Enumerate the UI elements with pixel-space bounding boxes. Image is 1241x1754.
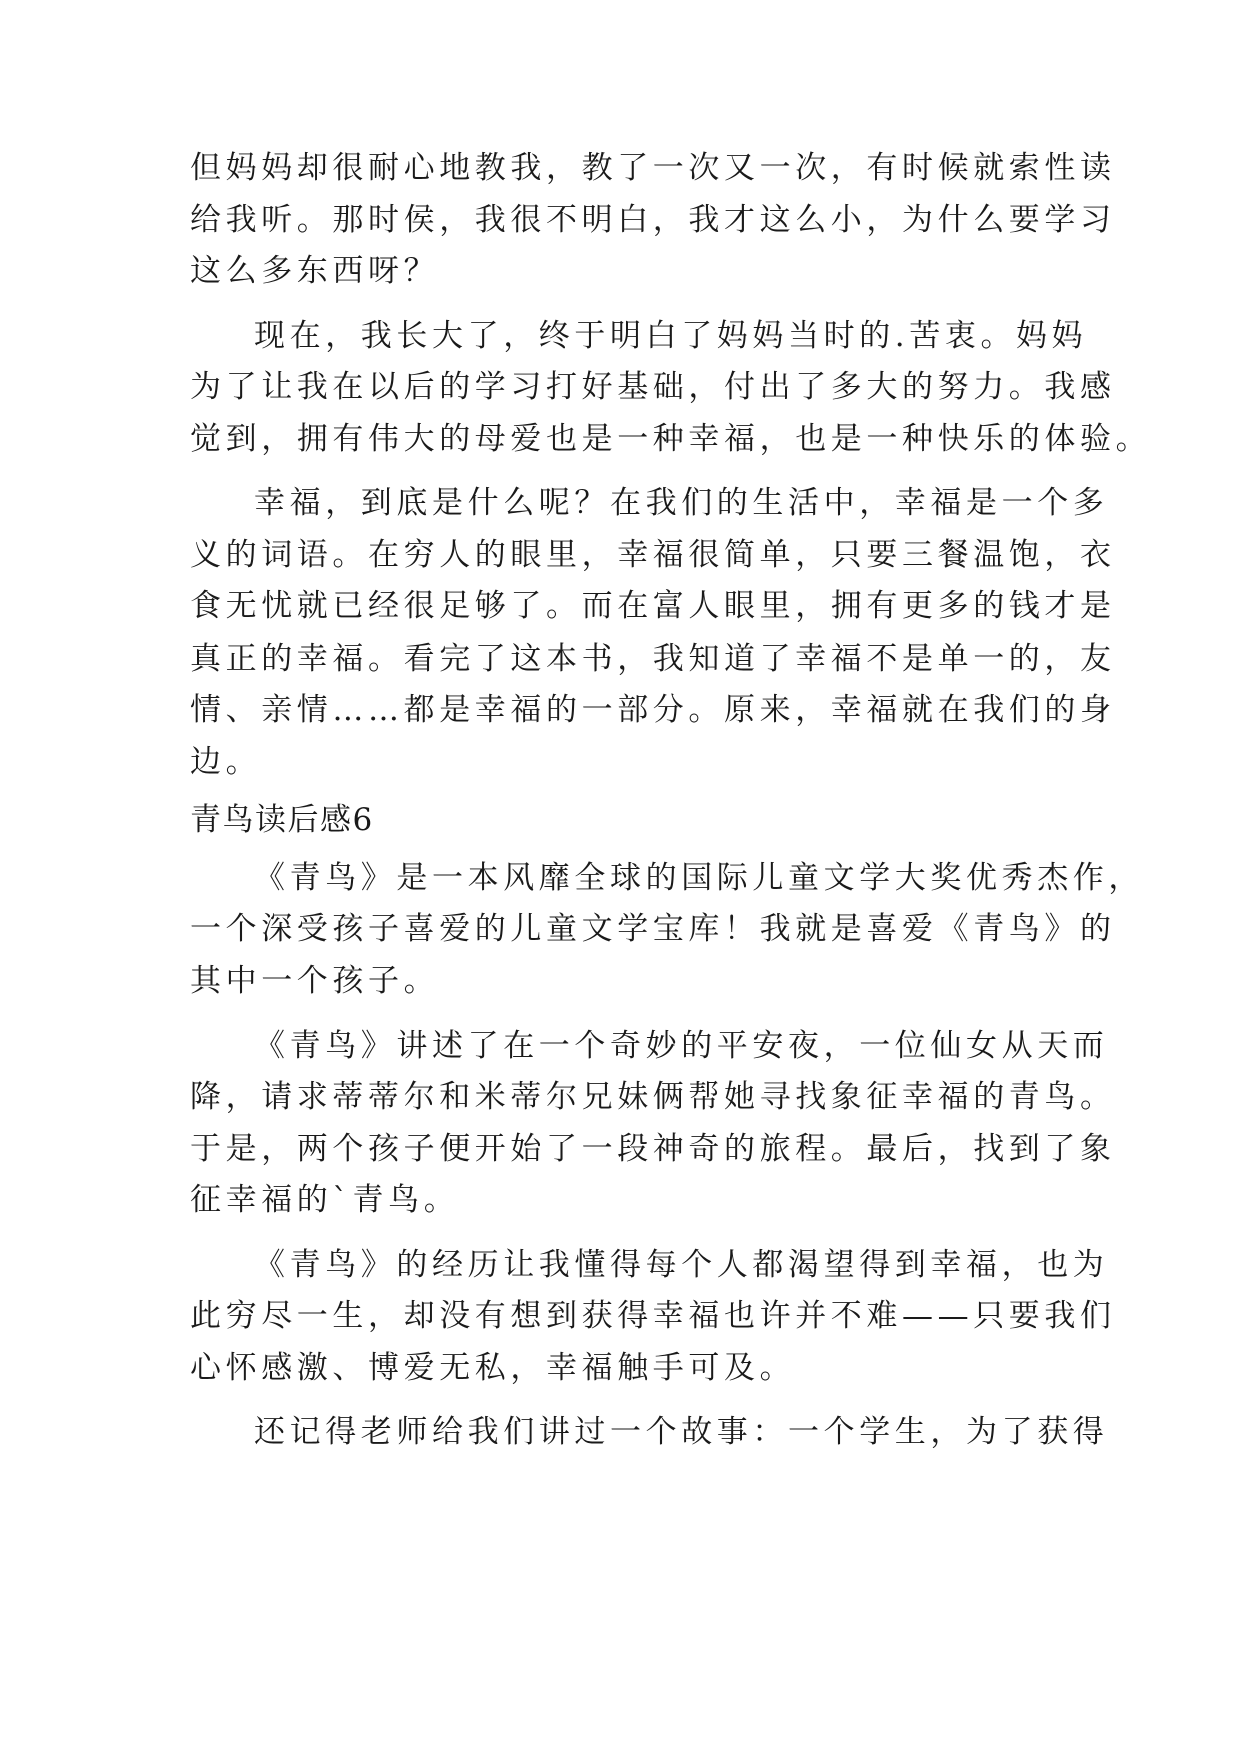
text-line: 给我听。那时侯，我很不明白，我才这么小，为什么要学习	[190, 202, 1116, 238]
text-line: 为了让我在以后的学习打好基础，付出了多大的努力。我感	[190, 369, 1116, 405]
section-heading: 青鸟读后感6	[190, 802, 374, 838]
text-line: 心怀感激、博爱无私，幸福触手可及。	[190, 1350, 796, 1386]
text-line: 此穷尽一生，却没有想到获得幸福也许并不难——只要我们	[190, 1298, 1116, 1334]
text-line: 降，请求蒂蒂尔和米蒂尔兄妹俩帮她寻找象征幸福的青鸟。	[190, 1079, 1116, 1115]
text-line: 于是，两个孩子便开始了一段神奇的旅程。最后，找到了象	[190, 1131, 1116, 1167]
text-line: 征幸福的`青鸟。	[190, 1182, 460, 1218]
text-line: 但妈妈却很耐心地教我，教了一次又一次，有时候就索性读	[190, 150, 1116, 186]
text-line: 真正的幸福。看完了这本书，我知道了幸福不是单一的，友	[190, 641, 1116, 677]
text-line: 情、亲情……都是幸福的一部分。原来，幸福就在我们的身	[190, 692, 1116, 728]
text-line: 义的词语。在穷人的眼里，幸福很简单，只要三餐温饱，衣	[190, 537, 1116, 573]
text-line: 觉到，拥有伟大的母爱也是一种幸福，也是一种快乐的体验。	[190, 421, 1152, 457]
paragraph-first-line: 《青鸟》讲述了在一个奇妙的平安夜，一位仙女从天而	[254, 1028, 1109, 1064]
text-line: 边。	[190, 744, 262, 780]
text-line: 食无忧就已经很足够了。而在富人眼里，拥有更多的钱才是	[190, 588, 1116, 624]
text-line: 其中一个孩子。	[190, 963, 440, 999]
text-line: 这么多东西呀？	[190, 253, 440, 289]
paragraph-first-line: 《青鸟》是一本风靡全球的国际儿童文学大奖优秀杰作，	[254, 860, 1144, 896]
paragraph-first-line: 现在，我长大了，终于明白了妈妈当时的.苦衷。妈妈	[254, 318, 1088, 354]
text-line: 一个深受孩子喜爱的儿童文学宝库！我就是喜爱《青鸟》的	[190, 911, 1116, 947]
paragraph-first-line: 还记得老师给我们讲过一个故事：一个学生，为了获得	[254, 1414, 1109, 1450]
paragraph-first-line: 幸福，到底是什么呢？在我们的生活中，幸福是一个多	[254, 485, 1109, 521]
paragraph-first-line: 《青鸟》的经历让我懂得每个人都渴望得到幸福，也为	[254, 1247, 1109, 1283]
